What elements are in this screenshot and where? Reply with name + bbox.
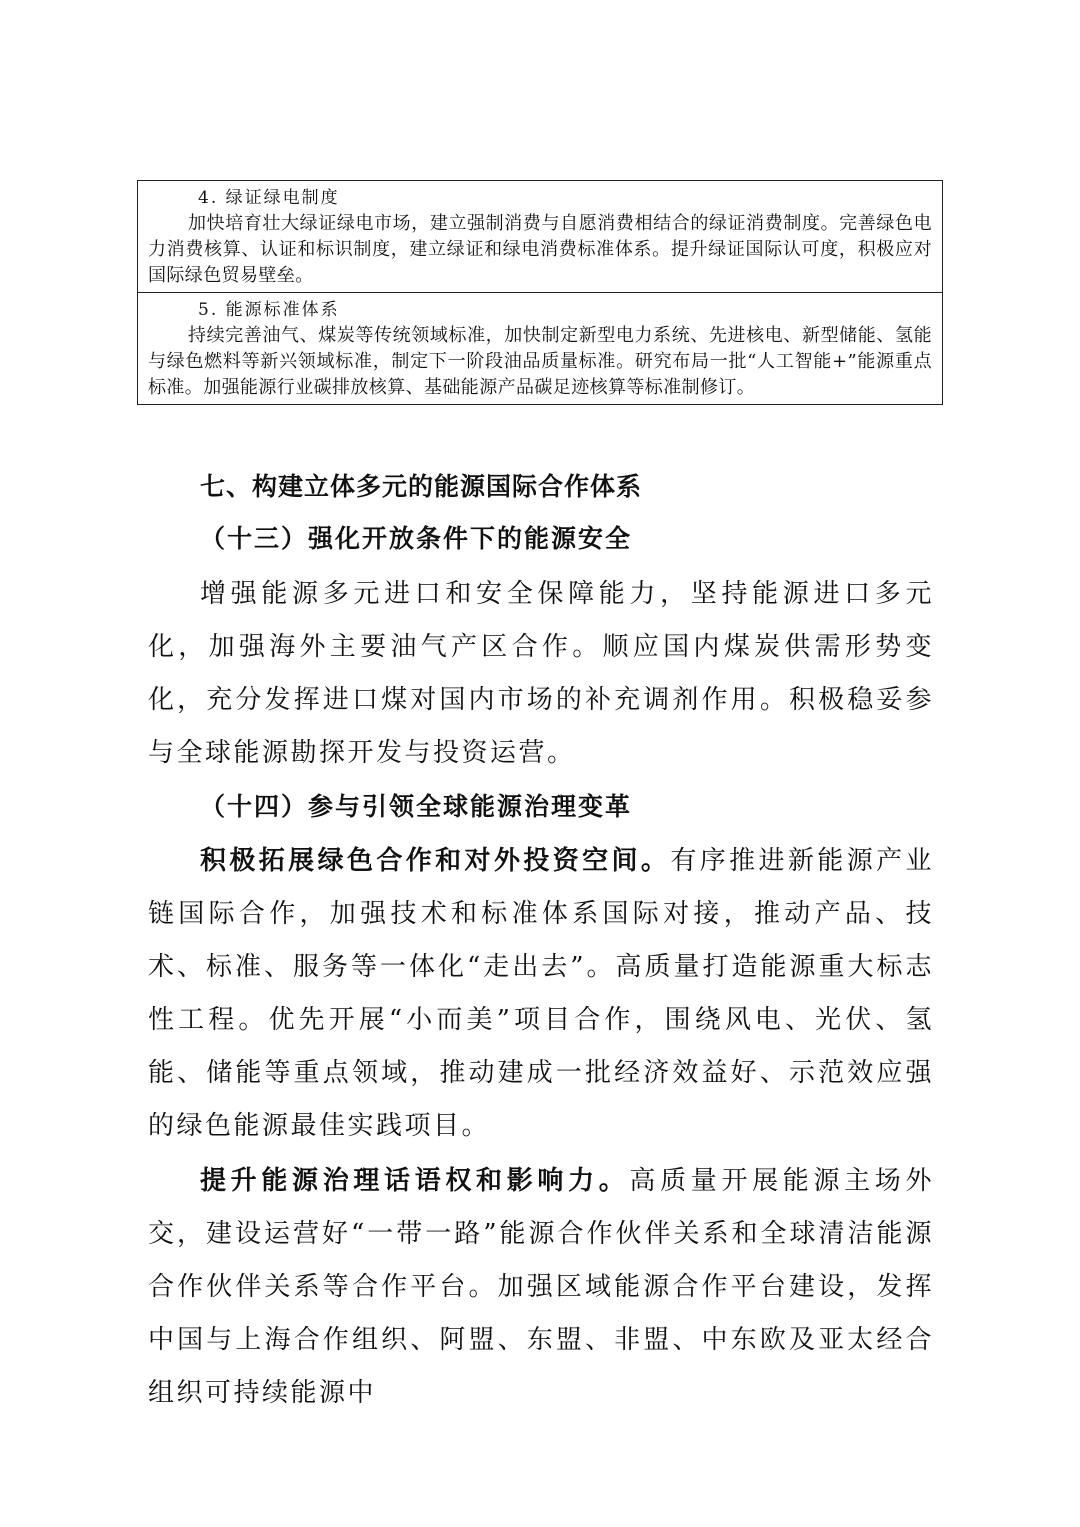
paragraph-lead: 提升能源治理话语权和影响力。	[200, 1166, 630, 1196]
table-row	[138, 292, 942, 404]
paragraph	[148, 1155, 934, 1420]
subsection-heading-14: （十四）参与引领全球能源治理变革	[200, 792, 633, 821]
paragraph-lead: 积极拓展绿色合作和对外投资空间。	[200, 846, 671, 876]
paragraph-text: 有序推进新能源产业链国际合作，加强技术和标准体系国际对接，推动产品、技术、标准、服务等一体化“走出去”。高质量打造能源重大标志性工程。优先开展“小而美”项目合作，围绕风电、光伏、氢能、储能等重点领域，推动建成一批经济效益好、示范效应强的绿色能源最佳实践项目。	[148, 846, 934, 1141]
standards-table	[137, 180, 943, 405]
paragraph-text: 高质量开展能源主场外交，建设运营好“一带一路”能源合作伙伴关系和全球清洁能源合作伙伴关系等合作平台。加强区域能源合作平台建设，发挥中国与上海合作组织、阿盟、东盟、非盟、中东欧及亚太经合组织可持续能源中	[148, 1166, 934, 1408]
table-row-body: 持续完善油气、煤炭等传统领域标准，加快制定新型电力系统、先进核电、新型储能、氢能与绿色燃料等新兴领域标准，制定下一阶段油品质量标准。研究布局一批“人工智能+”能源重点标准。加强能源行业碳排放核算、基础能源产品碳足迹核算等标准制修订。	[148, 325, 932, 398]
table-row-heading: 4. 绿证绿电制度	[198, 188, 340, 208]
paragraph: 增强能源多元进口和安全保障能力，坚持能源进口多元化，加强海外主要油气产区合作。顺应国内煤炭供需形势变化，充分发挥进口煤对国内市场的补充调剂作用。积极稳妥参与全球能源勘探开发与投资运营。	[148, 579, 934, 768]
table-row-body: 加快培育壮大绿证绿电市场，建立强制消费与自愿消费相结合的绿证消费制度。完善绿色电力消费核算、认证和标识制度，建立绿证和绿电消费标准体系。提升绿证国际认可度，积极应对国际绿色贸易壁垒。	[148, 213, 932, 286]
table-row	[138, 181, 942, 292]
section-heading: 七、构建立体多元的能源国际合作体系	[200, 472, 643, 501]
table-row-heading: 5. 能源标准体系	[198, 300, 340, 320]
subsection-heading-13: （十三）强化开放条件下的能源安全	[200, 524, 633, 553]
paragraph	[148, 835, 934, 1153]
